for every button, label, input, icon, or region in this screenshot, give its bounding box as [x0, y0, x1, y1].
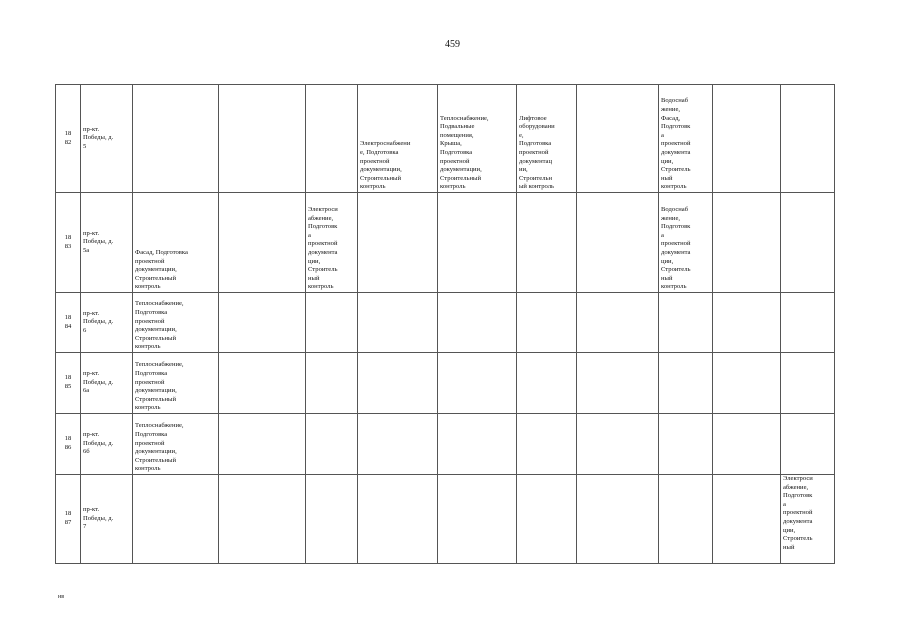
row-number-cell: 18 83 [56, 193, 81, 293]
works-table [55, 84, 835, 564]
table-row [56, 475, 835, 564]
works-cell [517, 293, 577, 353]
works-cell [577, 85, 659, 193]
works-cell [358, 293, 438, 353]
works-cell [659, 353, 713, 414]
table-row [56, 353, 835, 414]
address-cell: пр-кт. Победы, д. 6а [81, 353, 133, 414]
works-cell [659, 414, 713, 475]
works-cell [659, 475, 713, 564]
works-cell [219, 85, 306, 193]
works-cell [358, 414, 438, 475]
works-cell [713, 414, 781, 475]
works-cell [219, 293, 306, 353]
works-cell [577, 293, 659, 353]
works-cell [438, 193, 517, 293]
works-cell [517, 193, 577, 293]
footer-mark: нв [58, 594, 65, 600]
row-number-cell: 18 85 [56, 353, 81, 414]
row-number-cell: 18 82 [56, 85, 81, 193]
works-cell [219, 414, 306, 475]
works-cell [219, 353, 306, 414]
works-cell: Водоснаб жение, Фасад, Подготовк а проектной документа ции, Строитель ный контроль [659, 85, 713, 193]
works-cell [577, 475, 659, 564]
works-cell [517, 475, 577, 564]
table-row [56, 85, 835, 193]
works-cell: Электроси абжение, Подготовк а проектной документа ции, Строитель ный [781, 475, 835, 564]
address-cell: пр-кт. Победы, д. 6 [81, 293, 133, 353]
works-cell: Теплоснабжение, Подготовка проектной документации, Строительный контроль [133, 353, 219, 414]
works-cell [358, 475, 438, 564]
works-cell [781, 353, 835, 414]
works-cell: Электроси абжение, Подготовк а проектной документа ции, Строитель ный контроль [306, 193, 358, 293]
works-cell: Теплоснабжение, Подготовка проектной документации, Строительный контроль [133, 414, 219, 475]
works-cell [438, 353, 517, 414]
works-cell [713, 193, 781, 293]
works-cell [781, 293, 835, 353]
works-cell [306, 85, 358, 193]
works-cell [306, 475, 358, 564]
table-row [56, 414, 835, 475]
works-cell: Лифтовое оборудовани е, Подготовка проектной документац ии, Строительн ый контроль [517, 85, 577, 193]
works-cell [133, 475, 219, 564]
works-cell [306, 414, 358, 475]
works-cell: Водоснаб жение, Подготовк а проектной документа ции, Строитель ный контроль [659, 193, 713, 293]
works-cell [517, 414, 577, 475]
table-row [56, 193, 835, 293]
works-cell [659, 293, 713, 353]
works-cell [438, 293, 517, 353]
works-cell [713, 353, 781, 414]
address-cell: пр-кт. Победы, д. 6б [81, 414, 133, 475]
row-number-cell: 18 87 [56, 475, 81, 564]
works-cell [306, 353, 358, 414]
table-row [56, 293, 835, 353]
row-number-cell: 18 84 [56, 293, 81, 353]
works-cell: Теплоснабжение, Подвальные помещения, Крыша, Подготовка проектной документации, Строительный контроль [438, 85, 517, 193]
works-cell [713, 293, 781, 353]
address-cell: пр-кт. Победы, д. 5а [81, 193, 133, 293]
page-number: 459 [445, 39, 460, 50]
works-cell: Фасад, Подготовка проектной документации, Строительный контроль [133, 193, 219, 293]
works-cell [713, 85, 781, 193]
works-cell [358, 353, 438, 414]
works-cell [517, 353, 577, 414]
works-cell [577, 414, 659, 475]
row-number-cell: 18 86 [56, 414, 81, 475]
works-cell [438, 475, 517, 564]
works-cell [577, 193, 659, 293]
works-cell [577, 353, 659, 414]
works-cell [781, 85, 835, 193]
works-cell [306, 293, 358, 353]
works-cell [781, 193, 835, 293]
works-cell: Электроснабжени е, Подготовка проектной документации, Строительный контроль [358, 85, 438, 193]
works-cell [133, 85, 219, 193]
works-cell [713, 475, 781, 564]
works-cell [219, 193, 306, 293]
works-cell [438, 414, 517, 475]
works-cell [358, 193, 438, 293]
works-cell: Теплоснабжение, Подготовка проектной документации, Строительный контроль [133, 293, 219, 353]
works-cell [781, 414, 835, 475]
address-cell: пр-кт. Победы, д. 7 [81, 475, 133, 564]
works-cell [219, 475, 306, 564]
address-cell: пр-кт. Победы, д. 5 [81, 85, 133, 193]
